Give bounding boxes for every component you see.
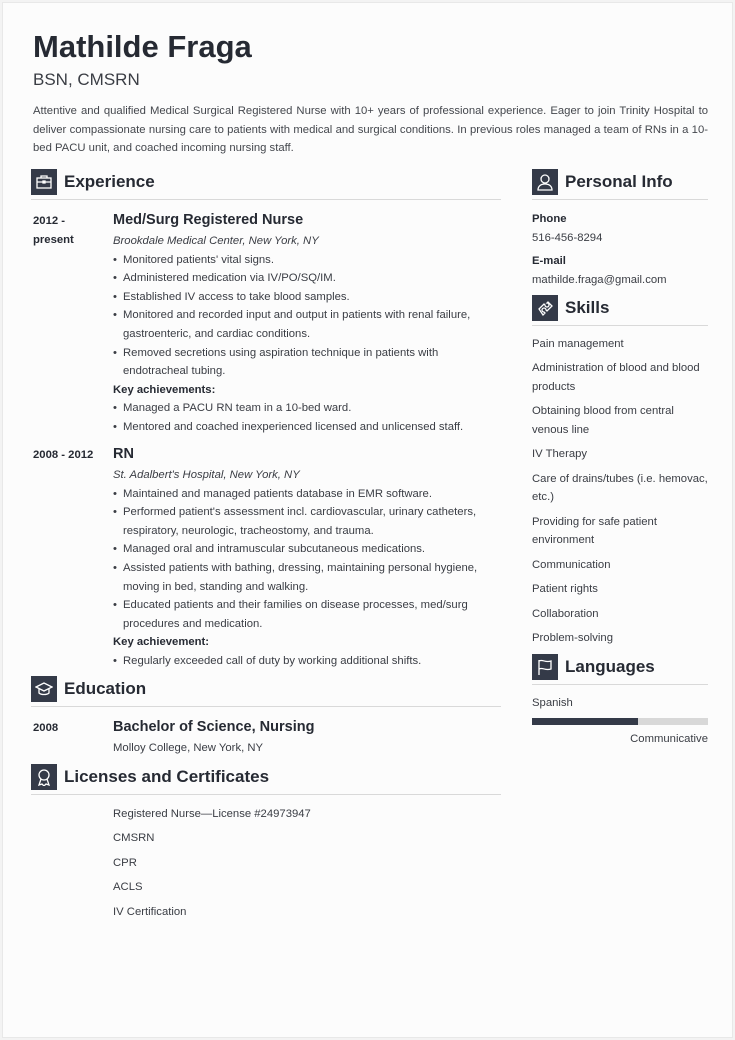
award-icon: [31, 764, 57, 790]
licenses-heading: Licenses and Certificates: [31, 764, 501, 795]
briefcase-icon: [31, 169, 57, 195]
job-bullet: • Performed patient's assessment incl. cardiovascular, urinary catheters, respiratory, neurologic, tracheostomy, and trauma.: [113, 503, 503, 540]
education-entry: [113, 717, 503, 758]
personal-info: Phone 516-456-8294 E-mail mathilde.fraga@gmail.com: [532, 210, 708, 289]
summary: Attentive and qualified Medical Surgical Registered Nurse with 10+ years of professional experience. Eager to join Trinity Hospital to deliver compassionate nursing care to patients with medical and surgical conditions. In previous roles managed a team of RNs in a 10-bed PACU unit, and coached incoming nursing staff.: [33, 105, 708, 155]
licenses-list: [113, 805, 311, 921]
email-value: mathilde.fraga@gmail.com: [532, 273, 667, 286]
puzzle-icon: [532, 295, 558, 321]
flag-icon: [532, 654, 558, 680]
key-achievements-label: Key achievements:: [113, 383, 216, 396]
skill-item: Problem-solving: [532, 631, 613, 644]
skill-item: Communication: [532, 558, 611, 571]
job-entry: [113, 444, 503, 671]
skill-item: Administration of blood and blood products: [532, 362, 700, 393]
skill-item: IV Therapy: [532, 448, 588, 461]
education-date: 2008: [33, 722, 59, 734]
job-bullet: • Established IV access to take blood samples.: [113, 288, 503, 307]
skill-item: Providing for safe patient environment: [532, 515, 657, 547]
language-level-fill: [532, 718, 638, 725]
skill-item: Obtaining blood from central venous line: [532, 405, 674, 436]
job-bullet: • Managed oral and intramuscular subcutaneous medications.: [113, 540, 503, 559]
language-level: Communicative: [630, 733, 708, 745]
license-item: IV Certification: [113, 905, 187, 918]
job-date: 2008 - 2012: [33, 449, 94, 461]
skill-item: Care of drains/tubes (i.e. hemovac, etc.): [532, 472, 708, 504]
job-bullet: • Monitored and recorded input and output in patients with renal failure, gastroenteric, and cardiac conditions.: [113, 306, 503, 343]
job-company: Brookdale Medical Center, New York, NY: [113, 235, 319, 247]
license-item: CPR: [113, 856, 137, 869]
job-title: Med/Surg Registered Nurse: [113, 212, 304, 228]
language-level-bar: [532, 718, 708, 725]
achievement: • Managed a PACU RN team in a 10-bed ward.: [113, 399, 503, 418]
credentials: BSN, CMSRN: [33, 70, 140, 89]
graduation-cap-icon: [31, 676, 57, 702]
school: Molloy College, New York, NY: [113, 742, 264, 754]
job-entry: [113, 210, 503, 437]
license-item: Registered Nurse—License #24973947: [113, 808, 311, 820]
job-bullet: • Educated patients and their families on disease processes, med/surg procedures and medication.: [113, 596, 503, 633]
job-bullet: • Administered medication via IV/PO/SQ/IM.: [113, 269, 503, 288]
job-bullet: • Removed secretions using aspiration technique in patients with endotracheal tubing.: [113, 344, 503, 381]
languages-heading: Languages: [532, 654, 708, 685]
job-bullet: • Monitored patients' vital signs.: [113, 251, 503, 270]
job-company: St. Adalbert's Hospital, New York, NY: [113, 469, 300, 481]
degree: Bachelor of Science, Nursing: [113, 719, 315, 735]
language-name: Spanish: [532, 697, 573, 709]
job-bullet: • Assisted patients with bathing, dressing, maintaining personal hygiene, moving in bed, standing and walking.: [113, 559, 503, 596]
education-heading: Education: [31, 676, 501, 707]
experience-heading: Experience: [31, 169, 501, 200]
skill-item: Patient rights: [532, 583, 598, 596]
achievement: • Mentored and coached inexperienced licensed and unlicensed staff.: [113, 418, 503, 437]
license-item: CMSRN: [113, 832, 155, 845]
skills-heading: Skills: [532, 295, 708, 326]
user-icon: [532, 169, 558, 195]
resume-page: [2, 2, 733, 1038]
key-achievements-label: Key achievement:: [113, 636, 210, 649]
license-item: ACLS: [113, 881, 143, 894]
skills-list: [532, 335, 708, 653]
job-title: RN: [113, 446, 134, 462]
phone-value: 516-456-8294: [532, 231, 603, 244]
personal-info-heading: Personal Info: [532, 169, 708, 200]
achievement: • Regularly exceeded call of duty by working additional shifts.: [113, 652, 503, 671]
job-date: 2012 - present: [33, 215, 74, 246]
candidate-name: Mathilde Fraga: [33, 29, 252, 64]
skill-item: Collaboration: [532, 607, 599, 620]
skill-item: Pain management: [532, 338, 624, 350]
job-bullet: • Maintained and managed patients database in EMR software.: [113, 485, 503, 504]
